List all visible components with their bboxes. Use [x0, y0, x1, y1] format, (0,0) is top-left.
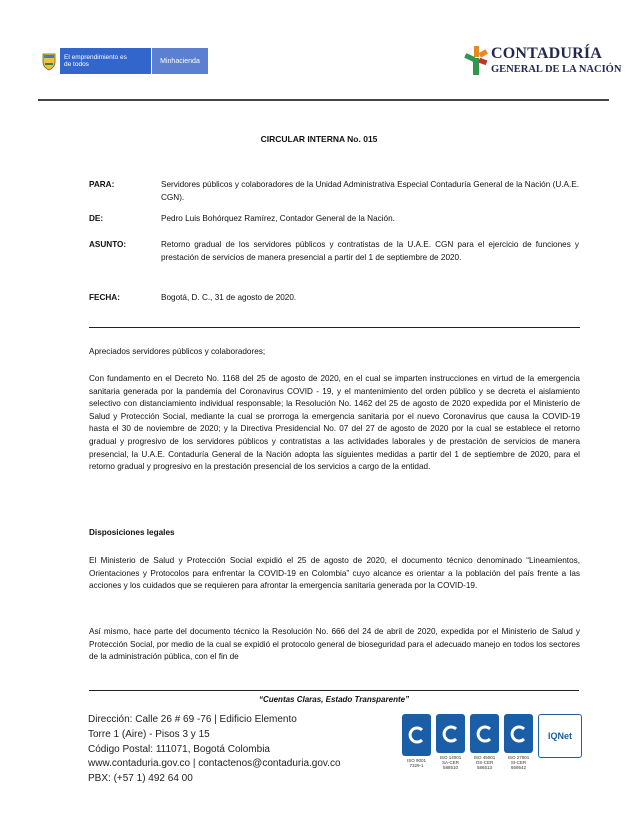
document-title: CIRCULAR INTERNA No. 015 — [260, 134, 378, 144]
memo-asunto-value: Retorno gradual de los servidores públicos y contratistas de la U.A.E. CGN para el ejercicio de funciones y prestación de servicios de manera presencial a partir del 1 de septiembre de 2020. — [161, 240, 579, 262]
gov-logo-text: El emprendimiento es de todos — [64, 54, 127, 68]
section-heading: Disposiciones legales — [89, 528, 175, 537]
greeting: Apreciados servidores públicos y colaboradores; — [89, 347, 266, 356]
memo-para-label: PARA: — [89, 180, 115, 189]
memo-para-value: Servidores públicos y colaboradores de la Unidad Administrativa Especial Contaduría General de la Nación (U.A.E. CGN). — [161, 180, 579, 202]
cert-code: ISO 14001 — [439, 755, 462, 760]
cert-badge — [504, 714, 533, 770]
paragraph-2: El Ministerio de Salud y Protección Social expidió el 25 de agosto de 2020, el documento técnico denominado “Lineamientos, Orientaciones y Protocolos para enfrentar la COVID-19 en Colombia” cuyo alcance es orientar a la población del país frente a las acciones y los cuidados que se requieren para afrontar la emergencia sanitaria generada por la COVID-19. — [89, 556, 580, 591]
contact-block — [88, 713, 341, 787]
cert-number: 7329-1 — [409, 763, 424, 768]
memo-de-value: Pedro Luis Bohórquez Ramírez, Contador General de la Nación. — [161, 214, 395, 223]
header-divider — [38, 99, 609, 101]
coat-of-arms-icon — [38, 48, 60, 74]
cert-badge — [436, 714, 465, 770]
address-line-2: Torre 1 (Aire) - Pisos 3 y 15 — [88, 728, 210, 740]
web-email-line: www.contaduria.gov.co | contactenos@contaduria.gov.co — [88, 758, 341, 770]
cert-number: SA-CER 588510 — [441, 760, 459, 770]
cert-code: ISO 27001 — [507, 755, 530, 760]
cert-code: ISO 45001 — [473, 755, 496, 760]
address-line: Dirección: Calle 26 # 69 -76 | Edificio Elemento — [88, 714, 297, 725]
ministry-name: Minhacienda — [151, 48, 208, 74]
cert-badge — [402, 714, 431, 770]
government-logo — [38, 48, 208, 74]
iqnet-logo — [538, 714, 582, 758]
certification-badges — [402, 714, 582, 770]
icontec-icon — [436, 714, 465, 753]
cert-number: SI-CER 669542 — [510, 760, 527, 770]
memo-fecha-value: Bogotá, D. C., 31 de agosto de 2020. — [161, 293, 297, 302]
icontec-icon — [470, 714, 499, 753]
paragraph-3: Así mismo, hace parte del documento técnico la Resolución No. 666 del 24 de abril de 2020, expedida por el Ministerio de Salud y Protección Social, por medio de la cual se expidió el protocolo general de bioseguridad para el adecuado manejo en todos los sectores de la administración pública, con el fin de — [89, 627, 580, 662]
footer-slogan: “Cuentas Claras, Estado Transparente” — [258, 695, 410, 704]
icontec-icon — [402, 714, 431, 756]
phone-line: PBX: (+57 1) 492 64 00 — [88, 773, 193, 785]
cert-badge — [470, 714, 499, 770]
cert-code: ISO 9001 — [406, 758, 426, 763]
org-subtitle: GENERAL DE LA NACIÓN — [491, 64, 622, 75]
cgn-mark-icon — [464, 46, 490, 76]
cert-number: OS-CER 586513 — [475, 760, 494, 770]
memo-de-label: DE: — [89, 214, 104, 223]
memo-divider — [89, 327, 580, 328]
footer-divider — [89, 690, 579, 691]
paragraph-1: Con fundamento en el Decreto No. 1168 del 25 de agosto de 2020, en el cual se imparten instrucciones en virtud de la emergencia sanitaria generada por la pandemia del Coronavirus COVID - 19, y el mantenimiento del orden público y se decreta el aislamiento selectivo con distanciamiento individual responsable; la Resolución No. 1462 del 25 de agosto de 2020 expedida por el Ministerio de Salud y Protección Social, mediante la cual se prorroga la emergencia sanitaria por el nuevo Coronavirus que causa la COVID-19 hasta el 30 de noviembre de 2020; y la Directiva Presidencial No. 07 del 27 de agosto de 2020 por la cual se establece el retorno gradual y progresivo de los servidores públicos y contratistas a las actividades laborales y de prestación de servicios de manera presencial, la U.A.E. Contaduría General de la Nación adopta las siguientes medidas a partir del 1 de septiembre de 2020, para el retorno gradual y progresivo en la prestación presencial de los servicios a cargo de la entidad. — [89, 374, 580, 472]
org-name: CONTADURÍA — [491, 45, 603, 62]
iqnet-label: IQNet — [547, 731, 572, 741]
postal-code-line: Código Postal: 111071, Bogotá Colombia — [88, 743, 270, 755]
memo-asunto-label: ASUNTO: — [89, 240, 127, 249]
memo-fecha-label: FECHA: — [89, 293, 120, 302]
slogan-block — [60, 48, 151, 74]
cgn-logo — [464, 44, 622, 78]
icontec-icon — [504, 714, 533, 753]
